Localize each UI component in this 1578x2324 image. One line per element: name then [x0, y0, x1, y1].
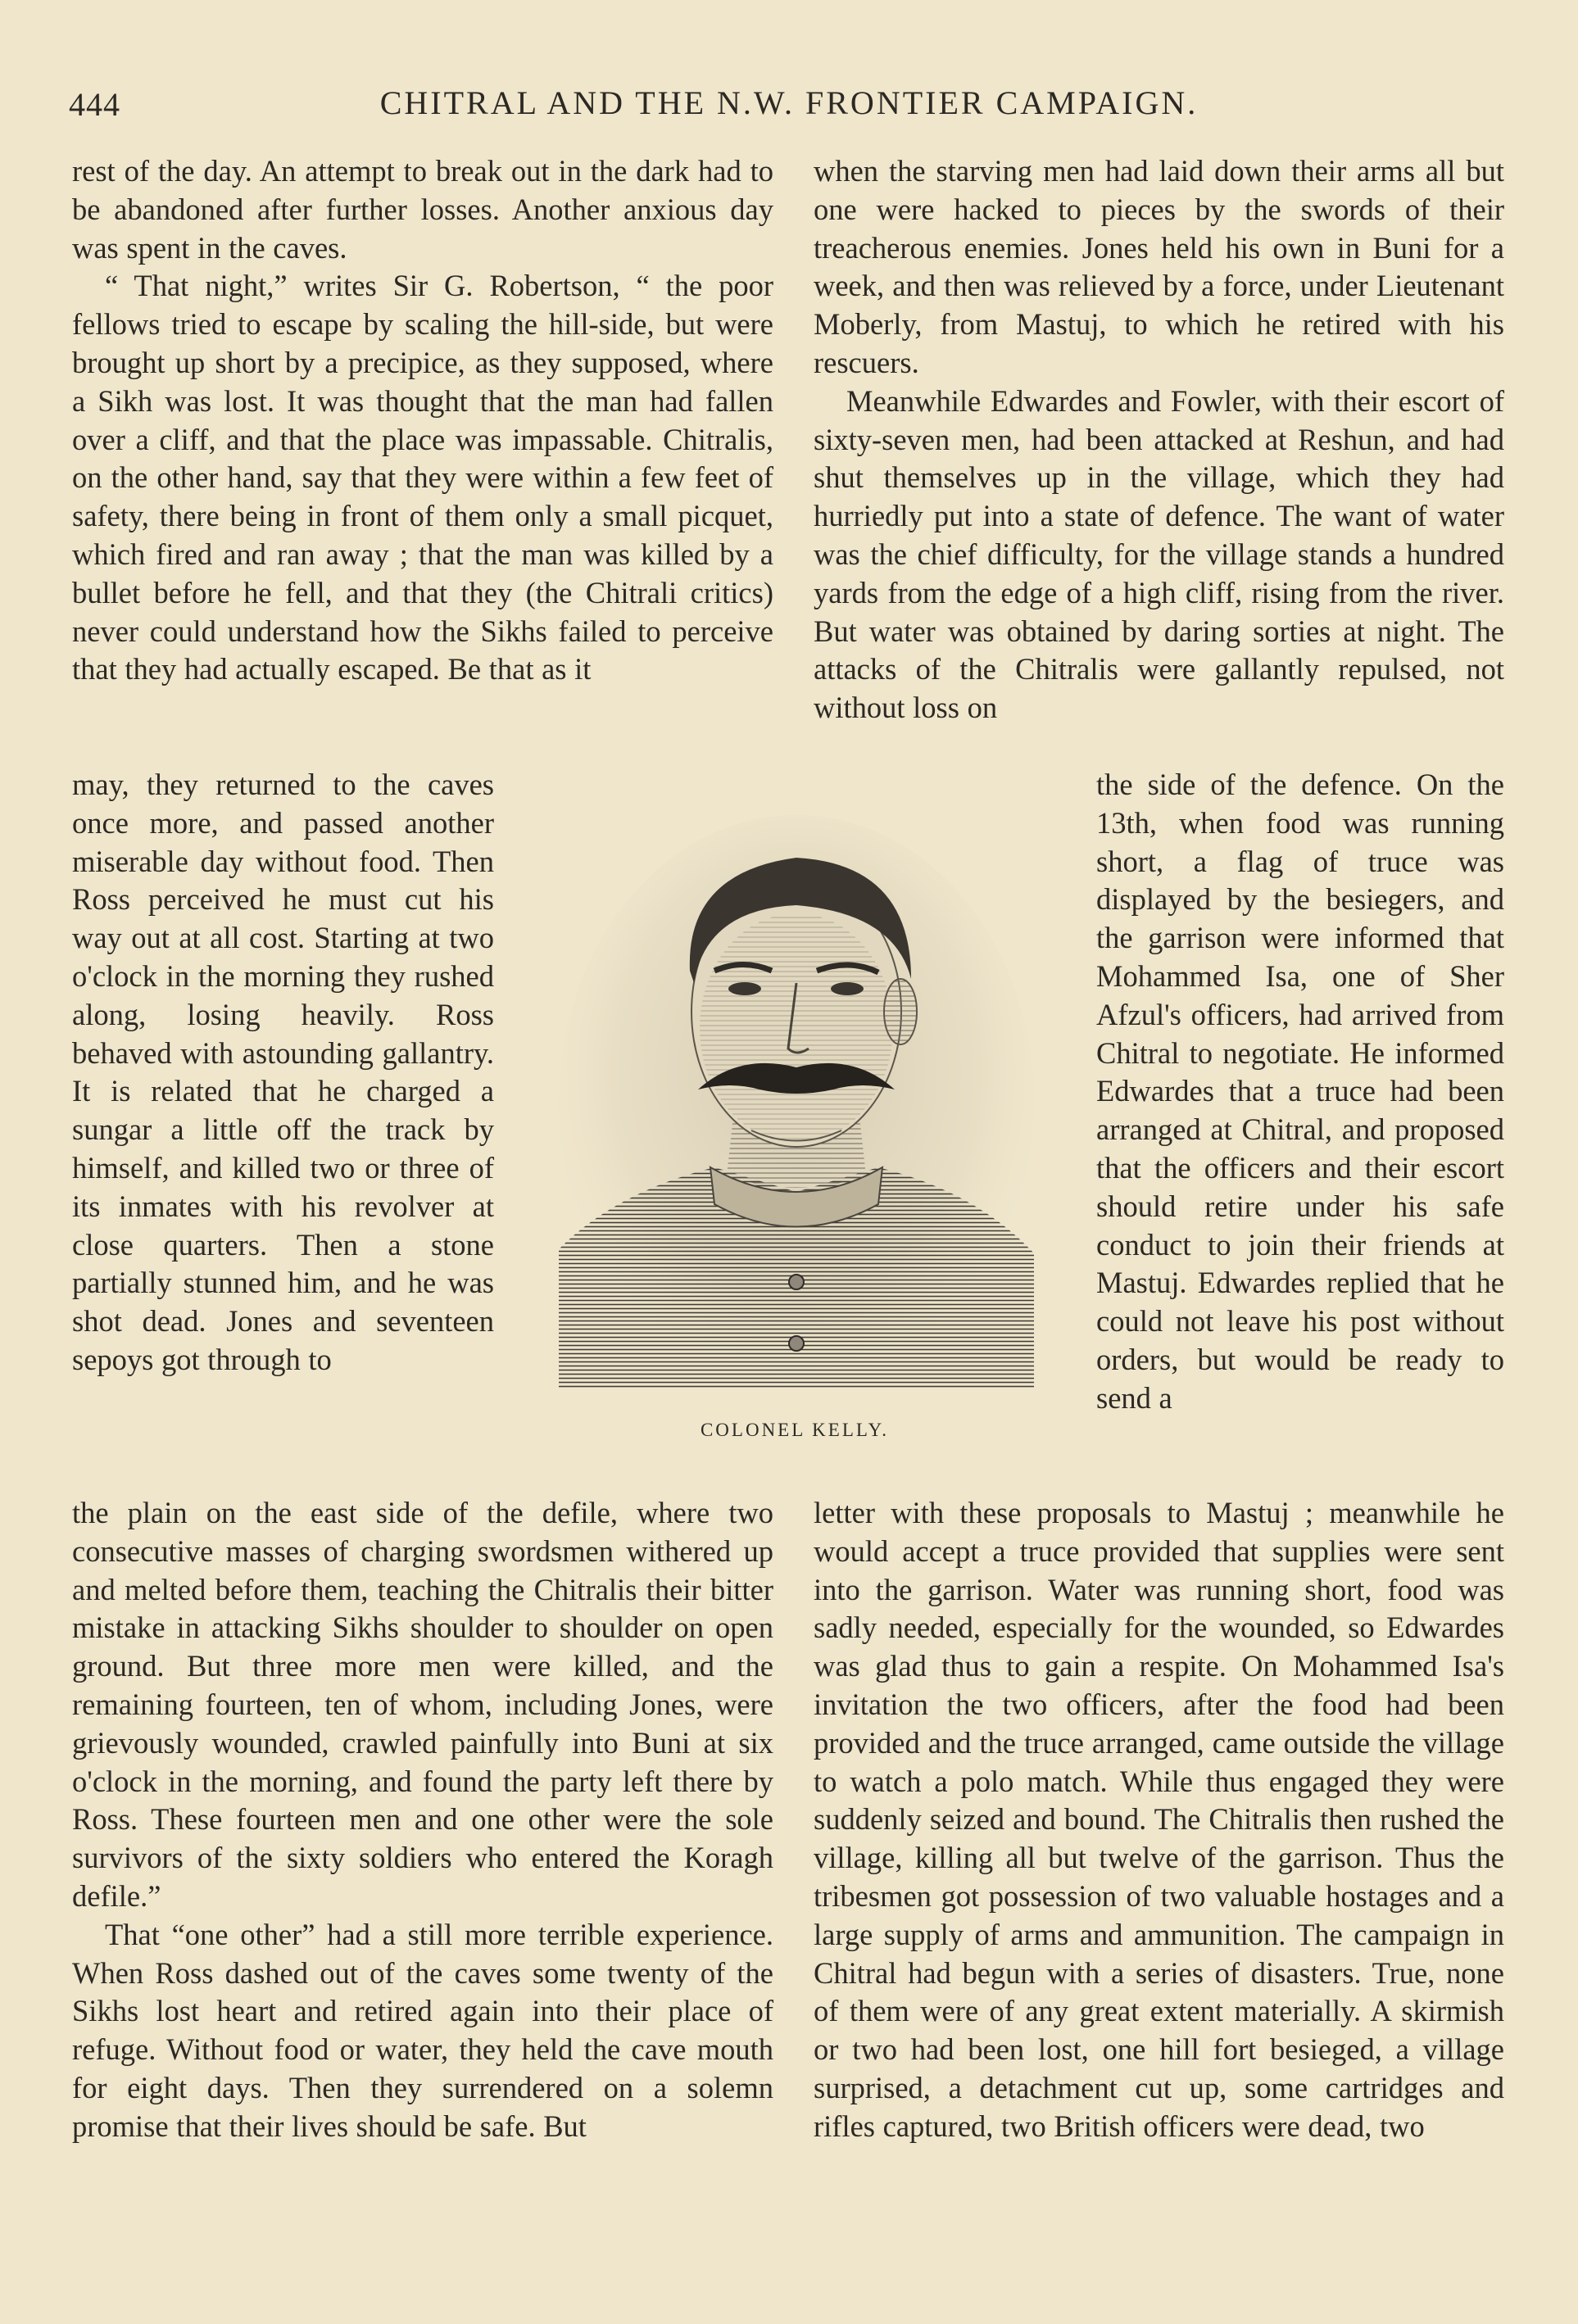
- left-column-top: [72, 152, 773, 689]
- right-column-top: [814, 152, 1504, 727]
- left-column-wrap: [72, 766, 494, 1379]
- paragraph: when the starving men had laid down their arms all but one were hacked to pieces by the swords of their treacherous enemies. Jones held his own in Buni for a week, and then was relieved by a force, under Lieutenant Moberly, from Mastuj, to which he retired with his rescuers.: [814, 154, 1504, 379]
- right-column-bottom: [814, 1494, 1504, 2146]
- paragraph: the plain on the east side of the defile, where two consecutive masses of charging swordsmen withered up and melted before them, teaching the Chitralis their bitter mistake in attacking Sikhs shoulder to shoulder on open ground. But three more men were killed, and the remaining fourteen, ten of whom, including Jones, were grievously wounded, crawled painfully into Buni at six o'clock in the morning, and found the party left there by Ross. These fourteen men and one other were the sole survivors of the sixty soldiers who entered the Koragh defile.”: [72, 1496, 773, 1913]
- paragraph: rest of the day. An attempt to break out in the dark had to be abandoned after further losses. Another anxious day was spent in the caves.: [72, 154, 773, 265]
- paragraph: may, they returned to the caves once more, and passed another miserable day without food. Then Ross perceived he must cut his way out at all cost. Starting at two o'clock in the morning they rushed along, losing heavily. Ross behaved with astounding gallantry. It is related that he charged a sungar a little off the track by himself, and killed two or three of its inmates with his revolver at close quarters. Then a stone partially stunned him, and he was shot dead. Jones and seventeen sepoys got through to: [72, 768, 494, 1376]
- left-column-bottom: [72, 1494, 773, 2146]
- paragraph: Meanwhile Edwardes and Fowler, with their escort of sixty-seven men, had been attacked at Reshun, and had shut themselves up in the village, which they had hurriedly put into a state of defence. The want of water was the chief difficulty, for the village stands a hundred yards from the edge of a high cliff, rising from the river. But water was obtained by daring sorties at night. The attacks of the Chitralis were gallantly repulsed, not without loss on: [814, 383, 1504, 725]
- right-column-wrap: [1096, 766, 1504, 1418]
- paragraph: “ That night,” writes Sir G. Robertson, “ the poor fellows tried to escape by scaling the hill-side, but were brought up short by a precipice, as they supposed, where a Sikh was lost. It was thought that the man had fallen over a cliff, and that the place was impassable. Chitralis, on the other hand, say that they were within a few feet of safety, there being in front of them only a small picquet, which fired and ran away ; that the man was killed by a bullet before he fell, and that they (the Chitrali critics) never could understand how the Sikhs failed to perceive that they had actually escaped. Be that as it: [72, 269, 773, 686]
- paragraph: letter with these proposals to Mastuj ; meanwhile he would accept a truce provided that supplies were sent into the garrison. Water was running short, food was sadly needed, especially for the wounded, so Edwardes was glad thus to gain a respite. On Mohammed Isa's invitation the two officers, after the food had been provided and the truce arranged, came outside the village to watch a polo match. While thus engaged they were suddenly seized and bound. The Chitralis then rushed the village, killing all but twelve of the garrison. Thus the tribesmen got possession of two valuable hostages and a large supply of arms and ammunition. The campaign in Chitral had begun with a series of disasters. True, none of them were of any great extent materially. A skirmish or two had been lost, one hill fort besieged, a village surprised, a detachment cut up, some cartridges and rifles captured, two British officers were dead, two: [814, 1496, 1504, 2143]
- page-number: 444: [69, 86, 120, 123]
- figure-caption: COLONEL KELLY.: [700, 1420, 890, 1440]
- engraved-portrait-icon: [551, 807, 1037, 1395]
- paragraph: That “one other” had a still more terrible experience. When Ross dashed out of the caves some twenty of the Sikhs lost heart and retired again into their place of refuge. Without food or water, they held the cave mouth for eight days. Then they surrendered on a solemn promise that their lives should be safe. But: [72, 1917, 773, 2143]
- paragraph: the side of the defence. On the 13th, when food was running short, a flag of truce was displayed by the besiegers, and the garrison were informed that Mohammed Isa, one of Sher Afzul's officers, had arrived from Chitral to negotiate. He informed Edwardes that a truce had been arranged at Chitral, and proposed that the officers and their escort should retire under his safe conduct to join their friends at Mastuj. Edwardes replied that he could not leave his post without orders, but would be ready to send a: [1096, 768, 1504, 1415]
- running-title: CHITRAL AND THE N.W. FRONTIER CAMPAIGN.: [379, 84, 1199, 121]
